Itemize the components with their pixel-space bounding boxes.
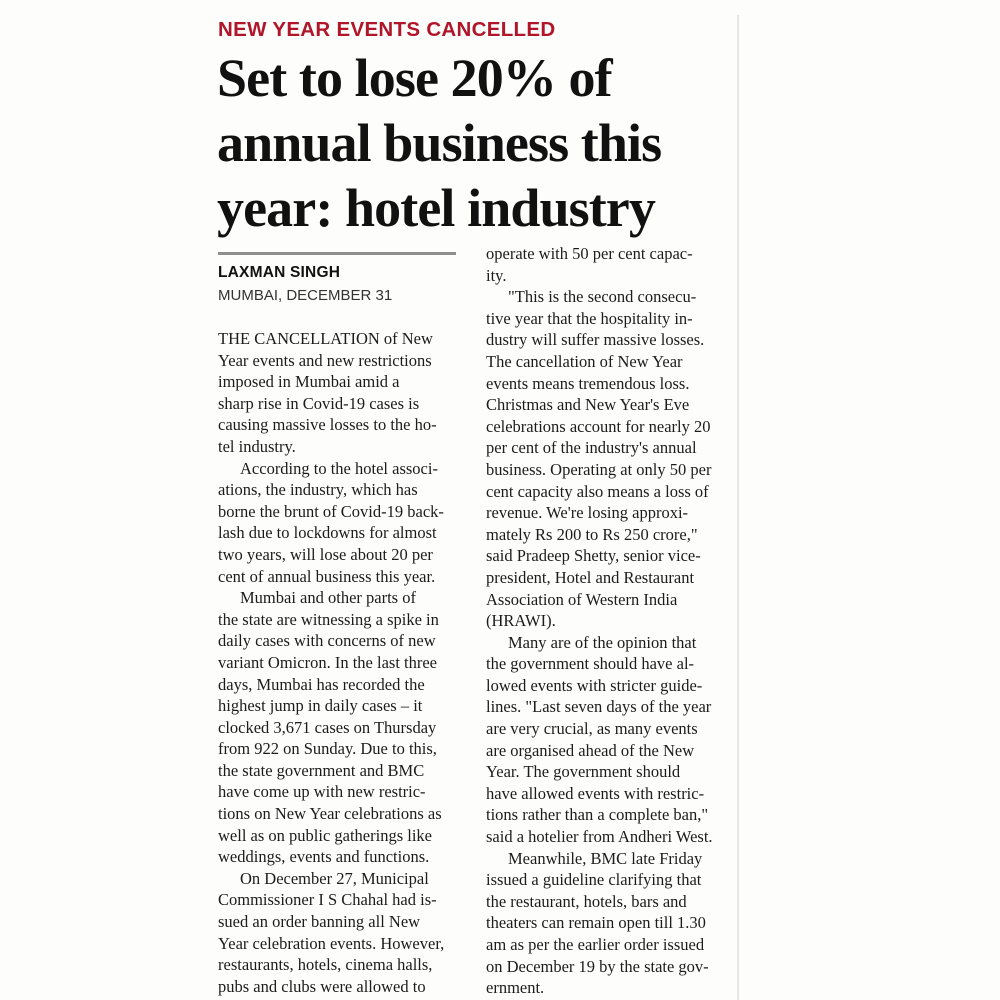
body-text-line: have come up with new restric- [218,782,426,802]
body-text-line: have allowed events with restric- [486,783,705,803]
body-text-line: ations, the industry, which has [218,480,418,500]
body-text-line: business. Operating at only 50 per [486,459,712,479]
headline-line: Set to lose 20% of [217,48,612,108]
body-text-line: tions on New Year celebrations as [218,804,442,824]
headline-line: annual business this [217,113,662,173]
body-text-line: lash due to lockdowns for almost [218,523,437,543]
body-text-line: imposed in Mumbai amid a [218,372,400,392]
body-text-line: the restaurant, hotels, bars and [486,891,687,911]
body-text-line: weddings, events and functions. [218,847,430,867]
headline-line: year: hotel industry [217,178,655,238]
body-text-line: the government should have al- [486,654,695,674]
body-text-line: Meanwhile, BMC late Friday [508,848,703,868]
byline-author: LAXMAN SINGH [218,264,341,281]
body-text-line: president, Hotel and Restaurant [486,567,695,587]
body-text-line: cent capacity also means a loss of [486,481,709,501]
byline-dateline: MUMBAI, DECEMBER 31 [218,287,393,304]
body-text-line: "This is the second consecu- [508,287,697,307]
body-text-line: operate with 50 per cent capac- [486,244,693,263]
body-text-line: cent of annual business this year. [218,566,436,586]
body-text-line: ernment. [486,978,545,998]
body-text-line: the state government and BMC [218,760,425,780]
headline [217,46,737,241]
body-text-line: daily cases with concerns of new [218,631,436,651]
body-text-line: are organised ahead of the New [486,740,695,760]
body-text-line: Commissioner I S Chahal had is- [218,890,437,910]
body-text-line: On December 27, Municipal [240,868,429,888]
body-text-line: the state are witnessing a spike in [218,609,439,629]
body-text-line: tel industry. [218,436,296,456]
body-text-line: revenue. We're losing approxi- [486,503,689,523]
body-text-line: sharp rise in Covid-19 cases is [218,393,420,413]
body-text-line: are very crucial, as many events [486,719,698,739]
body-text-line: Association of Western India [486,589,678,609]
body-text-line: Mumbai and other parts of [240,588,416,608]
body-text-line: per cent of the industry's annual [486,438,697,458]
body-text-line: lowed events with stricter guide- [486,675,703,695]
body-text-line: said a hotelier from Andheri West. [486,827,713,847]
body-text-line: Many are of the opinion that [508,632,697,652]
body-text-line: Year events and new restrictions [218,350,432,370]
body-text-line: days, Mumbai has recorded the [218,674,425,694]
body-text-line: well as on public gatherings like [218,825,432,845]
article-body-left-column [218,328,462,997]
body-text-line: causing massive losses to the ho- [218,415,437,435]
body-text-line: am as per the earlier order issued [486,935,705,954]
body-text-line: Christmas and New Year's Eve [486,395,690,415]
column-divider [737,15,739,1000]
body-text-line: tive year that the hospitality in- [486,308,693,328]
body-text-line: tions rather than a complete ban," [486,805,709,825]
body-text-line: highest jump in daily cases – it [218,696,423,716]
body-text-line: said Pradeep Shetty, senior vice- [486,546,701,566]
body-text-line: restaurants, hotels, cinema halls, [218,955,433,975]
article-body-right-column [486,243,730,999]
body-text-line: dustry will suffer massive losses. [486,330,705,350]
body-text-line: events means tremendous loss. [486,373,690,393]
byline-rule [218,252,456,255]
body-text-line: from 922 on Sunday. Due to this, [218,739,437,759]
body-text-line: Year. The government should [486,762,681,782]
body-text-line: The cancellation of New Year [486,351,683,371]
body-text-line: issued a guideline clarifying that [486,870,702,890]
body-text-line: sued an order banning all New [218,912,421,932]
body-text-line: theaters can remain open till 1.30 [486,913,706,933]
body-text-line: celebrations account for nearly 20 [486,416,711,436]
body-text-line: ity. [486,265,507,285]
body-text-line: mately Rs 200 to Rs 250 crore," [486,524,698,544]
body-text-line: lines. "Last seven days of the year [486,697,712,717]
body-text-line: According to the hotel associ- [240,458,438,478]
body-text-line: pubs and clubs were allowed to [218,976,426,996]
body-text-line: on December 19 by the state gov- [486,956,709,976]
body-text-line: (HRAWI). [486,611,556,631]
body-text-line: two years, will lose about 20 per [218,544,433,564]
body-text-line: THE CANCELLATION of New [218,329,433,348]
body-text-line: Year celebration events. However, [218,933,445,953]
body-text-line: variant Omicron. In the last three [218,652,438,672]
kicker-label: NEW YEAR EVENTS CANCELLED [218,18,556,41]
body-text-line: borne the brunt of Covid-19 back- [218,501,444,521]
body-text-line: clocked 3,671 cases on Thursday [218,717,437,737]
